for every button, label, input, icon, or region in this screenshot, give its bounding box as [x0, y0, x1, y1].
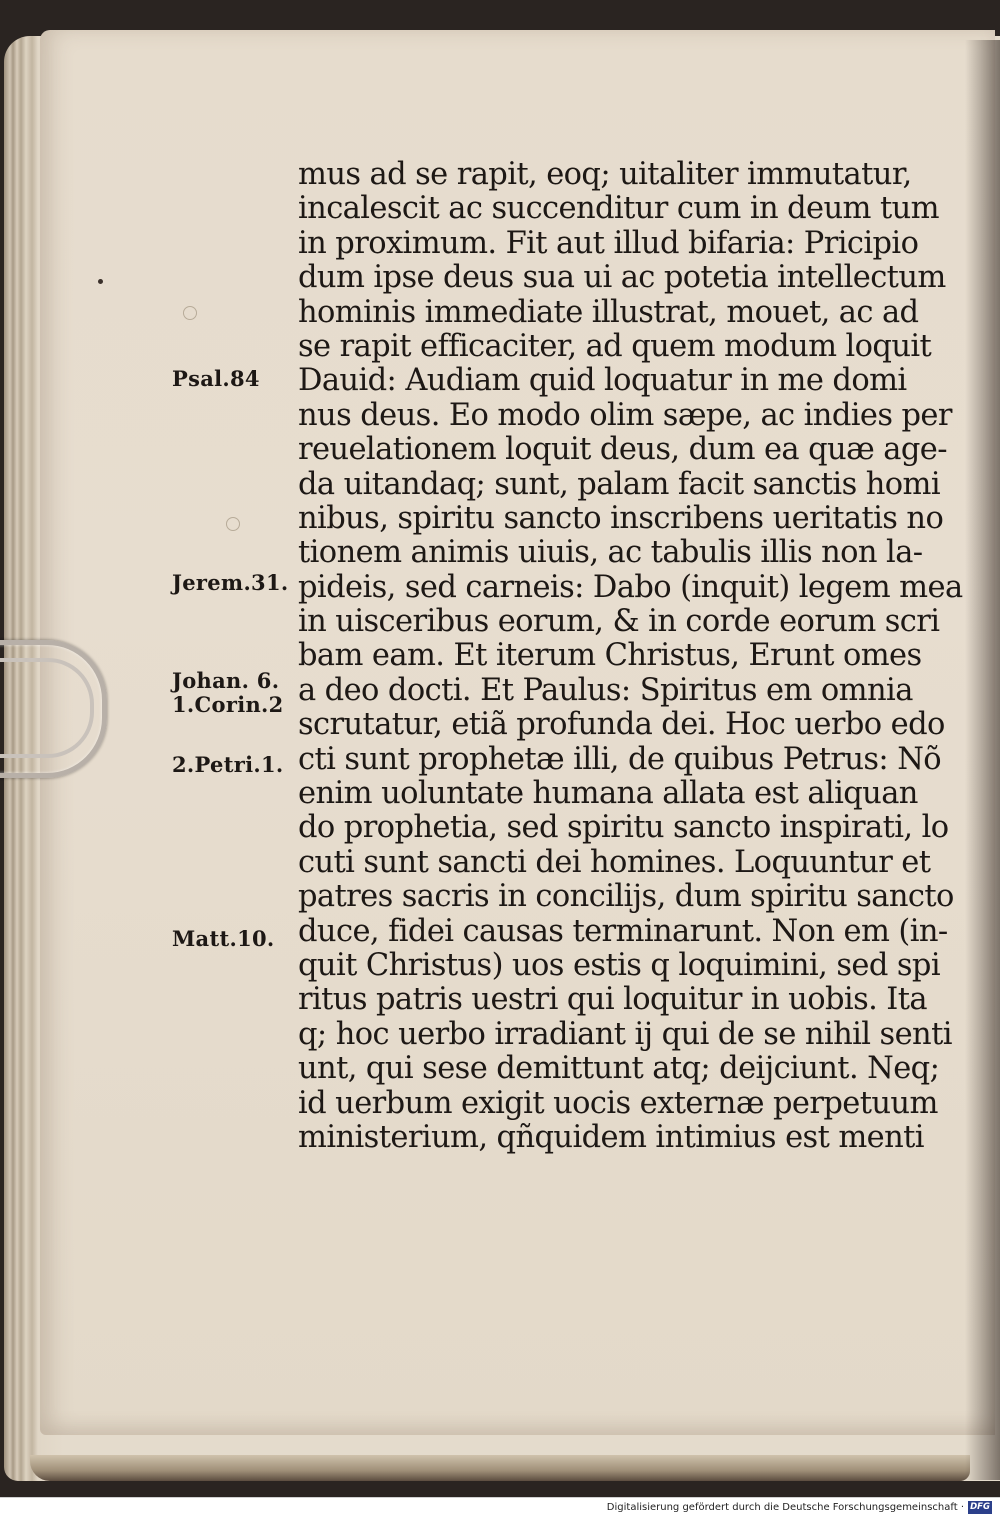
gutter-shadow — [965, 40, 1000, 1480]
text-line: Dauid: Audiam quid loquatur in me domi — [298, 363, 907, 399]
text-line: da uitandaq; sunt, palam facit sanctis homi — [298, 466, 940, 502]
text-line: reuelationem loquit deus, dum ea quæ age- — [298, 432, 947, 468]
text-line: q; hoc uerbo irradiant ij qui de se nihil senti — [298, 1016, 952, 1052]
binding-hole — [183, 306, 197, 320]
text-line: in uisceribus eorum, & in corde eorum scri — [298, 604, 940, 640]
ink-speck — [98, 279, 103, 284]
text-line: unt, qui sese demittunt atq; deijciunt. Neq; — [298, 1051, 940, 1087]
text-line: do prophetia, sed spiritu sancto inspirati, lo — [298, 810, 949, 846]
text-line: bam eam. Et iterum Christus, Erunt omes — [298, 638, 922, 674]
text-line: tionem animis uiuis, ac tabulis illis non la- — [298, 535, 923, 571]
book-bottom-edge — [30, 1455, 970, 1481]
text-line: hominis immediate illustrat, mouet, ac ad — [298, 294, 919, 330]
marginal-note-psalm: Psal.84 — [172, 366, 260, 391]
text-line: patres sacris in concilijs, dum spiritu sancto — [298, 879, 954, 915]
text-line: dum ipse deus sua ui ac potetia intellectum — [298, 260, 946, 296]
text-line: scrutatur, etiã profunda dei. Hoc uerbo edo — [298, 707, 945, 743]
marginal-note-jeremiah: Jerem.31. — [172, 570, 289, 595]
text-line: ritus patris uestri qui loquitur in uobis. Ita — [298, 982, 927, 1018]
text-line: cti sunt prophetæ illi, de quibus Petrus: Nõ — [298, 741, 942, 777]
text-line: pideis, sed carneis: Dabo (inquit) legem mea — [298, 569, 963, 605]
text-line: a deo docti. Et Paulus: Spiritus em omnia — [298, 672, 913, 708]
body-text — [298, 157, 963, 1155]
text-line: cuti sunt sancti dei homines. Loquuntur et — [298, 844, 931, 880]
text-line: quit Christus) uos estis q loquimini, sed spi — [298, 947, 940, 983]
text-line: incalescit ac succenditur cum in deum tum — [298, 191, 939, 227]
text-line: ministerium, qñquidem intimius est menti — [298, 1119, 924, 1155]
text-line: id uerbum exigit uocis externæ perpetuum — [298, 1085, 938, 1121]
text-line: enim uoluntate humana allata est aliquan — [298, 776, 918, 812]
marginal-note-matthew: Matt.10. — [172, 926, 275, 951]
marginal-note-john: Johan. 6. — [172, 668, 280, 693]
paper-clip-inner — [0, 658, 94, 758]
footer-bar — [0, 1497, 1000, 1518]
text-line: mus ad se rapit, eoq; uitaliter immutatur, — [298, 157, 912, 192]
text-line: se rapit efficaciter, ad quem modum loquit — [298, 328, 932, 364]
footer-credit: Digitalisierung gefördert durch die Deutsche Forschungsgemeinschaft · — [606, 1502, 964, 1513]
text-line: duce, fidei causas terminarunt. Non em (in- — [298, 913, 948, 949]
marginal-note-peter: 2.Petri.1. — [172, 752, 284, 777]
marginal-note-corinthians: 1.Corin.2 — [172, 692, 284, 717]
binding-hole — [226, 517, 240, 531]
text-line: nibus, spiritu sancto inscribens ueritatis no — [298, 500, 944, 536]
text-line: nus deus. Eo modo olim sæpe, ac indies per — [298, 397, 952, 433]
dfg-logo: DFG — [968, 1501, 992, 1514]
text-line: in proximum. Fit aut illud bifaria: Pricipio — [298, 225, 919, 261]
